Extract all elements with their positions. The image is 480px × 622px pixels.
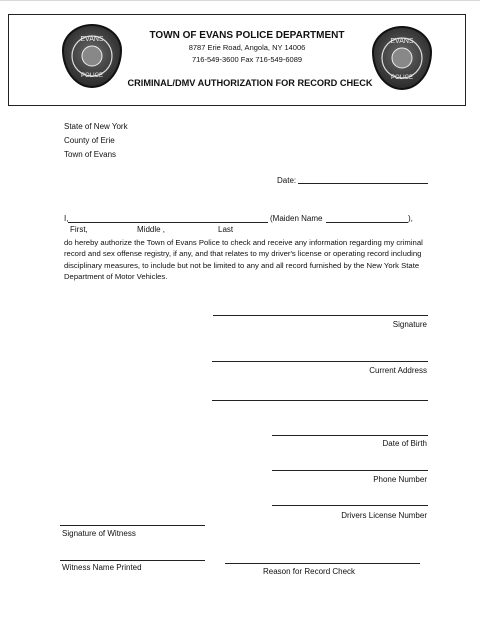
address-line-2-field[interactable] bbox=[212, 400, 428, 401]
venue-county: County of Erie bbox=[64, 136, 115, 145]
reason-label: Reason for Record Check bbox=[263, 567, 356, 576]
drivers-license-field[interactable] bbox=[272, 505, 428, 506]
witness-signature-field[interactable] bbox=[60, 525, 205, 526]
full-name-field[interactable] bbox=[68, 222, 268, 223]
current-address-label: Current Address bbox=[369, 366, 427, 375]
department-address: 8787 Erie Road, Angola, NY 14006 bbox=[188, 43, 306, 52]
middle-name-caption: Middle , bbox=[137, 225, 166, 234]
name-intro-label: I, bbox=[64, 214, 69, 223]
reason-field[interactable] bbox=[225, 563, 420, 564]
venue-state: State of New York bbox=[64, 122, 128, 131]
first-name-caption: First, bbox=[70, 225, 88, 234]
witness-signature-label: Signature of Witness bbox=[62, 529, 136, 538]
date-label: Date: bbox=[277, 176, 297, 185]
badge-top-text: EVANS bbox=[390, 38, 414, 45]
badge-bottom-text: POLICE bbox=[390, 75, 414, 81]
form-title: CRIMINAL/DMV AUTHORIZATION FOR RECORD CHECK bbox=[127, 78, 373, 88]
venue-town: Town of Evans bbox=[64, 150, 117, 159]
signature-field[interactable] bbox=[213, 315, 428, 316]
signature-label: Signature bbox=[392, 320, 427, 329]
badge-top-text: EVANS bbox=[80, 36, 104, 43]
drivers-license-label: Drivers License Number bbox=[341, 511, 427, 520]
page-edge bbox=[0, 0, 480, 1]
maiden-name-label: (Maiden Name bbox=[270, 214, 323, 223]
phone-number-label: Phone Number bbox=[373, 475, 427, 484]
last-name-caption: Last bbox=[218, 225, 234, 234]
badge-bottom-text: POLICE bbox=[80, 73, 104, 79]
badge-emblem-icon bbox=[64, 26, 120, 86]
witness-name-label: Witness Name Printed bbox=[62, 563, 142, 572]
date-of-birth-field[interactable] bbox=[272, 435, 428, 436]
witness-name-field[interactable] bbox=[60, 560, 205, 561]
date-field[interactable] bbox=[298, 183, 428, 184]
department-phone: 716-549-3600 Fax 716-549-6089 bbox=[191, 55, 303, 64]
phone-number-field[interactable] bbox=[272, 470, 428, 471]
current-address-field[interactable] bbox=[212, 361, 428, 362]
maiden-name-close: ), bbox=[408, 214, 413, 223]
department-name: TOWN OF EVANS POLICE DEPARTMENT bbox=[149, 30, 345, 41]
maiden-name-field[interactable] bbox=[326, 222, 408, 223]
date-of-birth-label: Date of Birth bbox=[382, 439, 427, 448]
authorization-text: do hereby authorize the Town of Evans Police to check and receive any information regarding my criminal record and sex offense registry, if any, and that relates to my driver's license or operating record including disciplinary measures, to include but not be limited to any and all record furnished by the New York State Department of Motor Vehicles. bbox=[64, 238, 423, 282]
